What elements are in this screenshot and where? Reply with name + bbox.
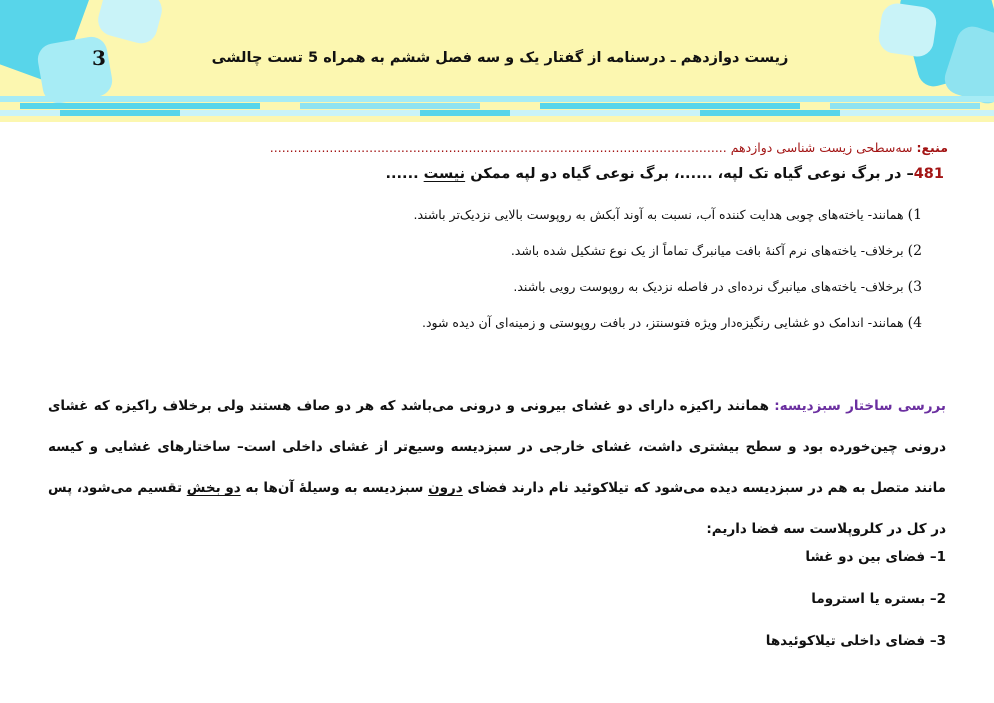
- review-text-3: تقسیم می‌شود، پس در کل در کلروپلاست سه فضا داریم:: [48, 480, 946, 537]
- option-3: [162, 277, 922, 313]
- question-emphasis: نیست: [423, 166, 466, 182]
- option-number: 1): [907, 207, 922, 223]
- option-1: [162, 205, 922, 241]
- decor-square: [877, 1, 938, 58]
- source-leader: ...................................................................................................................: [269, 140, 727, 155]
- question-number: 481: [913, 166, 944, 182]
- list-number: 3: [936, 633, 946, 649]
- header-title: زیست دوازدهم ـ درسنامه از گفتار یک و سه فصل ششم به همراه 5 تست چالشی: [211, 50, 789, 66]
- option-2: [162, 241, 922, 277]
- list-number: 1: [936, 549, 946, 565]
- chloroplast-spaces-list: [48, 542, 946, 668]
- review-label: بررسی ساختار سبزدیسه:: [774, 398, 946, 414]
- page-number: 3: [92, 46, 106, 70]
- review-text-1: همانند راکیزه دارای دو غشای بیرونی و درونی می‌باشد که هر دو صاف هستند ولی برخلاف راکیزه که غشای درونی چین‌خورده بود و سطح بیشتری داشت، غشای خارجی در سبزدیسه وسیع‌تر از غشای داخلی است– ساختارهای غشایی و کیسه مانند متصل به هم در سبزدیسه دیده می‌شود که تیلاکوئید نام دارند فضای: [48, 398, 947, 496]
- review-paragraph: [48, 386, 946, 550]
- list-item: [48, 626, 946, 668]
- source-label: منبع:: [916, 140, 948, 155]
- source-text: سه‌سطحی زیست شناسی دوازدهم: [730, 140, 913, 155]
- question-stem: [386, 166, 944, 182]
- source-line: [270, 140, 948, 155]
- option-number: 2): [907, 243, 922, 259]
- option-text: برخلاف- یاخته‌های نرم آکنهٔ بافت میانبرگ تماماً از یک نوع تشکیل شده باشد.: [510, 243, 904, 258]
- header-stripes: [0, 94, 994, 120]
- review-text-2: سبزدیسه به وسیلهٔ آن‌ها به: [240, 480, 429, 496]
- decor-square: [95, 0, 166, 47]
- list-number: 2: [936, 591, 946, 607]
- review-underline-1: درون: [428, 480, 463, 496]
- review-underline-2: دو بخش: [186, 480, 241, 496]
- page-header: [0, 0, 994, 122]
- list-text: – بستره یا استروما: [811, 591, 937, 607]
- option-number: 4): [907, 315, 922, 331]
- option-4: [162, 313, 922, 349]
- list-text: – فضای بین دو غشا: [805, 549, 937, 565]
- option-text: همانند- اندامک دو غشایی رنگیزه‌دار ویژه فتوسنتز، در بافت روپوستی و زمینه‌ای آن دیده شود.: [421, 315, 904, 330]
- question-prefix: – در برگ نوعی گیاه تک لپه، ......، برگ نوعی گیاه دو لپه ممکن: [470, 166, 914, 182]
- list-text: – فضای داخلی تیلاکوئیدها: [765, 633, 937, 649]
- list-item: [48, 584, 946, 626]
- option-text: برخلاف- یاخته‌های میانبرگ نرده‌ای در فاصله نزدیک به روپوست رویی باشند.: [513, 279, 904, 294]
- answer-options: [162, 205, 922, 349]
- question-suffix: ......: [385, 166, 419, 182]
- list-item: [48, 542, 946, 584]
- option-text: همانند- یاخته‌های چوبی هدایت کننده آب، نسبت به آوند آبکش به روپوست بالایی نزدیک‌تر باشند.: [413, 207, 904, 222]
- option-number: 3): [907, 279, 922, 295]
